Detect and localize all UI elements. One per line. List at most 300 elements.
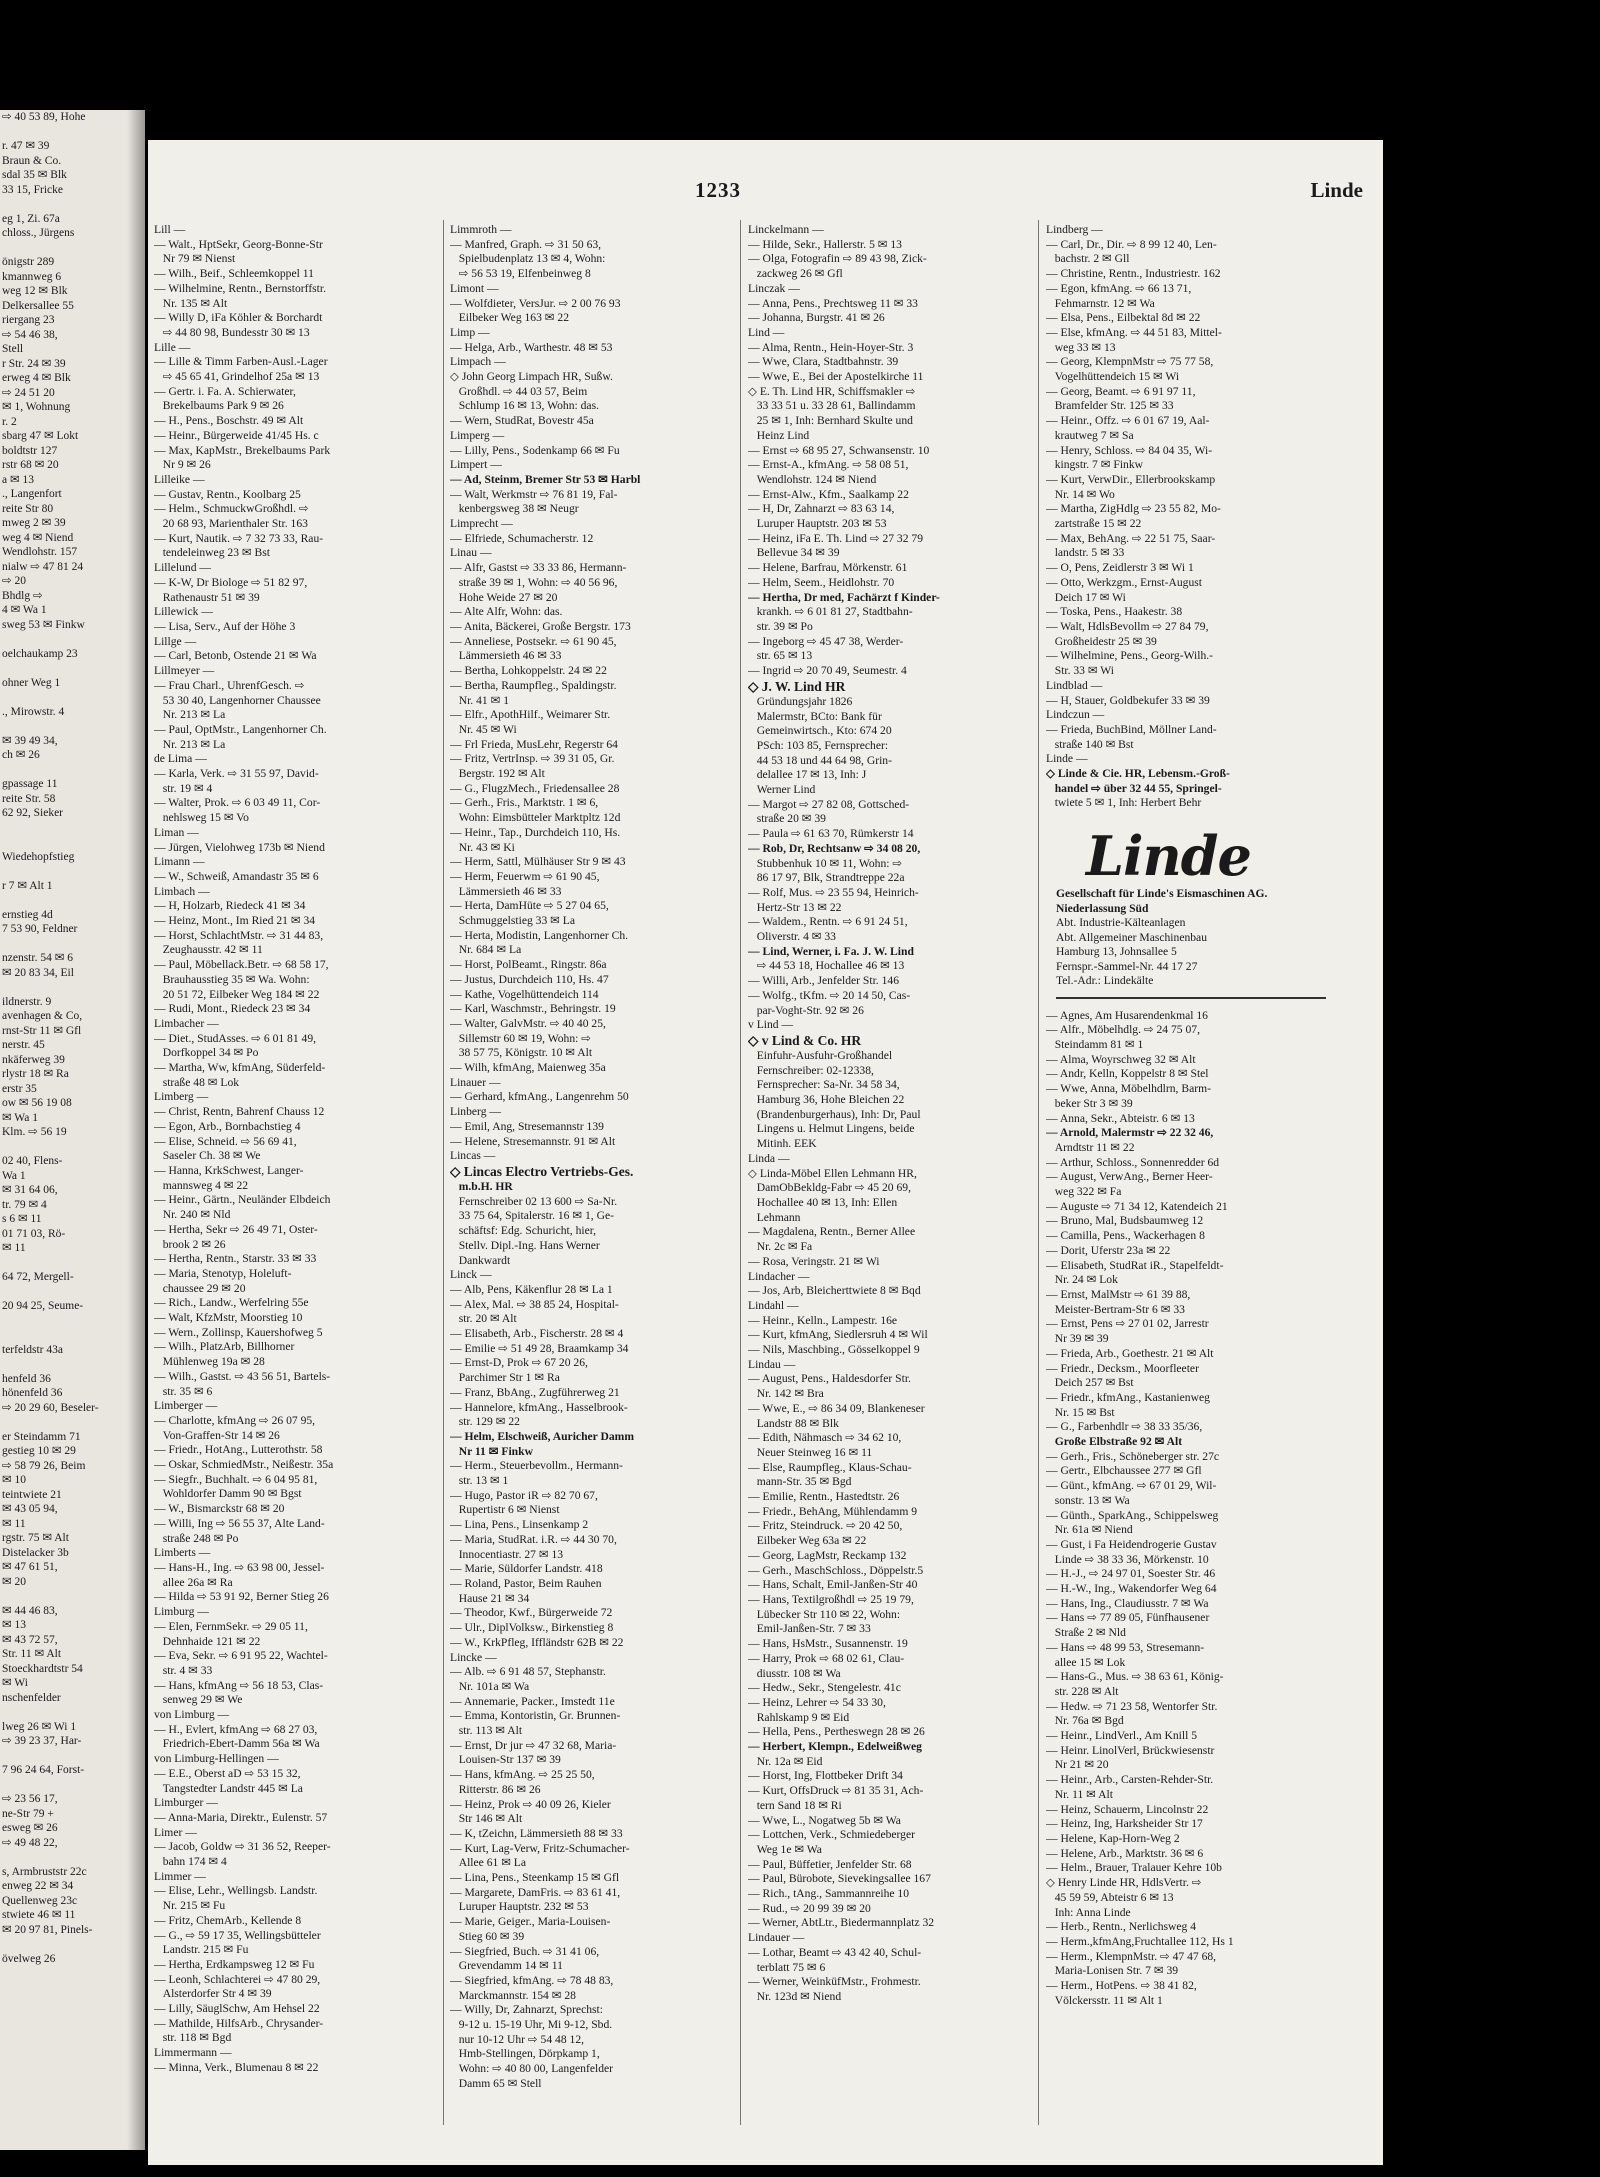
directory-entry-line: delallee 17 ✉ 13, Inh: J bbox=[748, 768, 867, 782]
directory-entry-line: ◇ Henry Linde HR, HdlsVertr. ⇨ bbox=[1046, 1876, 1202, 1890]
directory-entry-line: mann-Str. 35 ✉ Bgd bbox=[748, 1475, 852, 1489]
left-page-line: hönenfeld 36 bbox=[2, 1387, 63, 1399]
directory-entry-line: — Arnold, Malermstr ⇨ 22 32 46, bbox=[1046, 1126, 1214, 1140]
directory-entry-line: Tangstedter Landstr 445 ✉ La bbox=[154, 1781, 303, 1795]
directory-entry-line: — Alb. ⇨ 6 91 48 57, Stephanstr. bbox=[450, 1665, 606, 1679]
left-page-fragment bbox=[0, 110, 145, 2150]
directory-entry-line: Nr. 11 ✉ Alt bbox=[1046, 1787, 1113, 1801]
left-page-line: ⇨ 39 23 37, Har- bbox=[2, 1735, 82, 1747]
directory-entry-line: — Hertha, Erdkampsweg 12 ✉ Fu bbox=[154, 1957, 315, 1971]
directory-entry-line: — Fritz, VertrInsp. ⇨ 39 31 05, Gr. bbox=[450, 752, 615, 766]
directory-entry-line: Allee 61 ✉ La bbox=[450, 1856, 527, 1870]
left-page-line: ✉ 20 97 81, Pinels- bbox=[2, 1923, 93, 1936]
directory-entry-line: Spielbudenplatz 13 ✉ 4, Wohn: bbox=[450, 252, 606, 266]
directory-entry-line: — Heinz, Lehrer ⇨ 54 33 30, bbox=[748, 1695, 886, 1709]
directory-entry-line: — Gerh., Fris., Marktstr. 1 ✉ 6, bbox=[450, 796, 599, 810]
directory-entry-line: — Ingrid ⇨ 20 70 49, Seumestr. 4 bbox=[748, 664, 907, 678]
directory-entry-line: — Heinr., Offz. ⇨ 6 01 67 19, Aal- bbox=[1046, 414, 1210, 428]
left-page-lines bbox=[0, 110, 145, 1966]
directory-entry-line: Limbach — bbox=[154, 884, 210, 898]
directory-entry-line: — Hans, kfmAng ⇨ 56 18 53, Clas- bbox=[154, 1678, 324, 1692]
directory-entry-line: — Lina, Pens., Linsenkamp 2 bbox=[450, 1518, 589, 1532]
directory-entry-line: ◇ J. W. Lind HR bbox=[748, 678, 846, 694]
directory-entry-line: — Heinz, iFa E. Th. Lind ⇨ 27 32 79 bbox=[748, 531, 924, 545]
directory-entry-line: — W., Schweiß, Amandastr 35 ✉ 6 bbox=[154, 869, 319, 883]
left-page-line: Wiedehopfstieg bbox=[2, 850, 75, 863]
directory-entry-line: — Kurt, VerwDir., Ellerbrookskamp bbox=[1046, 472, 1216, 486]
directory-entry-line: krautweg 7 ✉ Sa bbox=[1046, 428, 1134, 442]
directory-column-1 bbox=[154, 223, 440, 2076]
directory-entry-line: Lincas — bbox=[450, 1149, 496, 1163]
directory-entry-line: Wendlohstr. 124 ✉ Niend bbox=[748, 472, 877, 486]
directory-entry-line: Lillmeyer — bbox=[154, 664, 215, 678]
directory-entry-line: Hause 21 ✉ 34 bbox=[450, 1591, 530, 1605]
left-page-line: ✉ 1, Wohnung bbox=[2, 401, 71, 413]
directory-entry-line: ⇨ 44 53 18, Hochallee 46 ✉ 13 bbox=[748, 959, 905, 973]
left-page-line: stwiete 46 ✉ 11 bbox=[2, 1909, 76, 1921]
directory-entry-line: — Martha, Ww, kfmAng, Süderfeld- bbox=[154, 1061, 326, 1075]
directory-entry-line: — Elfriede, Schumacherstr. 12 bbox=[450, 531, 594, 545]
directory-entry-line: Linauer — bbox=[450, 1075, 501, 1089]
directory-entry-line: — Hertha, Sekr ⇨ 26 49 71, Oster- bbox=[154, 1222, 318, 1236]
left-page-line: erstr 35 bbox=[2, 1082, 37, 1095]
directory-entry-line: — Heinr., Tap., Durchdeich 110, Hs. bbox=[450, 825, 621, 839]
directory-entry-line: — Agnes, Am Husarendenkmal 16 bbox=[1046, 1008, 1208, 1022]
directory-entry-line: Vogelhüttendeich 15 ✉ Wi bbox=[1046, 370, 1180, 384]
left-page-line: nschenfelder bbox=[2, 1691, 61, 1704]
directory-entry-line: — Alma, Rentn., Hein-Hoyer-Str. 3 bbox=[748, 340, 914, 354]
directory-entry-line: — Rolf, Mus. ⇨ 23 55 94, Heinrich- bbox=[748, 885, 919, 899]
directory-entry-line: — Wwe, Clara, Stadtbahnstr. 39 bbox=[748, 355, 899, 369]
left-page-line: terfeldstr 43a bbox=[2, 1343, 63, 1356]
directory-entry-line: — Heinz, Mont., Im Ried 21 ✉ 34 bbox=[154, 914, 316, 928]
directory-entry-line: — Paula ⇨ 61 63 70, Rümkerstr 14 bbox=[748, 827, 914, 841]
left-page-line: nialw ⇨ 47 81 24 bbox=[2, 560, 84, 573]
directory-entry-line: Dehnhaide 121 ✉ 22 bbox=[154, 1634, 261, 1648]
directory-entry-line: — Anna, Sekr., Abteistr. 6 ✉ 13 bbox=[1046, 1111, 1195, 1125]
left-page-line bbox=[2, 893, 145, 908]
directory-entry-line: Marckmannstr. 154 ✉ 28 bbox=[450, 1988, 576, 2002]
directory-entry-line: — Hannelore, kfmAng., Hasselbrook- bbox=[450, 1400, 628, 1414]
directory-entry-line: — Willi, Arb., Jenfelder Str. 146 bbox=[748, 974, 899, 988]
directory-entry-line: — K, tZeichn, Lämmersieth 88 ✉ 33 bbox=[450, 1826, 623, 1840]
left-page-line bbox=[2, 1328, 145, 1343]
directory-entry-line: Luruper Hauptstr. 232 ✉ 53 bbox=[450, 1900, 589, 1914]
directory-entry-line: — Karla, Verk. ⇨ 31 55 97, David- bbox=[154, 767, 319, 781]
directory-entry-line: str. 13 ✉ 1 bbox=[450, 1474, 509, 1488]
directory-entry-line: — Heinz, Schauerm, Lincolnstr 22 bbox=[1046, 1802, 1209, 1816]
directory-entry-line: Limberger — bbox=[154, 1399, 218, 1413]
directory-entry-line: — Helene, Kap-Horn-Weg 2 bbox=[1046, 1832, 1180, 1845]
left-page-line bbox=[2, 241, 145, 256]
directory-entry-line: — Max, BehAng. ⇨ 22 51 75, Saar- bbox=[1046, 531, 1216, 545]
left-page-line: ⇨ 24 51 20 bbox=[2, 386, 55, 399]
directory-entry-line: Deich 257 ✉ Bst bbox=[1046, 1376, 1134, 1390]
directory-entry-line: — Paul, Bürobote, Sievekingsallee 167 bbox=[748, 1872, 931, 1886]
directory-entry-line: Hmb-Stellingen, Dörpkamp 1, bbox=[450, 2047, 600, 2061]
directory-entry-line: — Emil, Ang, Stresemannstr 139 bbox=[450, 1119, 604, 1133]
directory-entry-line: str. 19 ✉ 4 bbox=[154, 781, 213, 795]
directory-entry-line: 20 51 72, Eilbeker Weg 184 ✉ 22 bbox=[154, 987, 320, 1001]
directory-entry-line: — Camilla, Pens., Wackerhagen 8 bbox=[1046, 1229, 1205, 1243]
directory-entry-line: — Lille & Timm Farben-Ausl.-Lager bbox=[154, 355, 328, 369]
directory-entry-line: — Walter, Prok. ⇨ 6 03 49 11, Cor- bbox=[154, 796, 321, 810]
directory-entry-line: — Wwe, Anna, Möbelhdlrn, Barm- bbox=[1046, 1082, 1211, 1096]
directory-entry-line: — Kathe, Vogelhüttendeich 114 bbox=[450, 987, 599, 1001]
left-page-line: sbarg 47 ✉ Lokt bbox=[2, 430, 79, 442]
directory-entry-line: — Lothar, Beamt ⇨ 43 42 40, Schul- bbox=[748, 1945, 922, 1959]
directory-entry-line: — Wilhelmine, Pens., Georg-Wilh.- bbox=[1046, 649, 1214, 663]
directory-entry-line: Brauhausstieg 35 ✉ Wa. Wohn: bbox=[154, 972, 310, 986]
ad-line: Fernspr.-Sammel-Nr. 44 17 27 bbox=[1056, 959, 1198, 973]
directory-entry-line: — Nils, Maschbing., Gösselkoppel 9 bbox=[748, 1343, 920, 1357]
directory-entry-line: — Helga, Arb., Warthestr. 48 ✉ 53 bbox=[450, 340, 613, 354]
directory-entry-line: — Heinr., Bürgerweide 41/45 Hs. c bbox=[154, 428, 319, 442]
directory-entry-line: Lindberg — bbox=[1046, 223, 1103, 236]
directory-entry-line: — Willy, Dr, Zahnarzt, Sprechst: bbox=[450, 2003, 603, 2017]
left-page-line: reite Str. 58 bbox=[2, 792, 56, 805]
directory-entry-line: Linde ⇨ 38 33 36, Mörkenstr. 10 bbox=[1046, 1552, 1209, 1566]
directory-entry-line: m.b.H. HR bbox=[450, 1180, 513, 1193]
directory-entry-line: — Elfr., ApothHilf., Weimarer Str. bbox=[450, 708, 611, 722]
left-page-line: 20 94 25, Seume- bbox=[2, 1300, 84, 1312]
directory-entry-line: — Maria, StudRat. i.R. ⇨ 44 30 70, bbox=[450, 1532, 617, 1546]
directory-entry-line: Völckersstr. 11 ✉ Alt 1 bbox=[1046, 1993, 1163, 2007]
directory-entry-line: — Roland, Pastor, Beim Rauhen bbox=[450, 1576, 602, 1590]
directory-entry-line: straße 140 ✉ Bst bbox=[1046, 737, 1134, 751]
directory-entry-line: Nr. 45 ✉ Wi bbox=[450, 722, 517, 736]
directory-entry-line: — Diet., StudAsses. ⇨ 6 01 81 49, bbox=[154, 1031, 317, 1045]
directory-entry-line: — Elise, Schneid. ⇨ 56 69 41, bbox=[154, 1134, 297, 1148]
directory-entry-line: — Frieda, BuchBind, Möllner Land- bbox=[1046, 722, 1217, 736]
directory-entry-line: — Frieda, Arb., Goethestr. 21 ✉ Alt bbox=[1046, 1346, 1214, 1360]
directory-entry-line: Hertz-Str 13 ✉ 22 bbox=[748, 900, 842, 914]
directory-entry-line: nehlsweg 15 ✉ Vo bbox=[154, 811, 249, 825]
directory-entry-line: — Rudi, Mont., Riedeck 23 ✉ 34 bbox=[154, 1002, 311, 1016]
ad-line: Niederlassung Süd bbox=[1056, 901, 1149, 915]
directory-entry-line: Damm 65 ✉ Stell bbox=[450, 2076, 542, 2090]
directory-entry-line: — Heinr. LinolVerl, Brückwiesenstr bbox=[1046, 1743, 1215, 1757]
directory-entry-line: — Elisabeth, Arb., Fischerstr. 28 ✉ 4 bbox=[450, 1327, 624, 1341]
directory-entry-line: Nr. 2c ✉ Fa bbox=[748, 1240, 813, 1254]
directory-entry-line: — Anna-Maria, Direktr., Eulenstr. 57 bbox=[154, 1810, 328, 1824]
column-separator bbox=[443, 220, 444, 2125]
directory-entry-line: Nr. 135 ✉ Alt bbox=[154, 296, 228, 310]
directory-entry-line: Nr 11 ✉ Finkw bbox=[450, 1444, 533, 1458]
left-page-line: ⇨ 20 bbox=[2, 575, 27, 587]
directory-entry-line: Linckelmann — bbox=[748, 223, 824, 236]
directory-entry-line: Eilbeker Weg 163 ✉ 22 bbox=[450, 311, 570, 325]
directory-entry-line: Linczak — bbox=[748, 281, 800, 295]
left-page-line: Quellenweg 23c bbox=[2, 1894, 78, 1907]
left-page-line: ✉ 44 46 83, bbox=[2, 1604, 58, 1617]
directory-entry-line: Saseler Ch. 38 ✉ We bbox=[154, 1149, 261, 1163]
left-page-line: 4 ✉ Wa 1 bbox=[2, 604, 47, 616]
directory-entry-line: — Emilie ⇨ 51 49 28, Braamkamp 34 bbox=[450, 1341, 629, 1355]
directory-entry-line: Nr 39 ✉ 39 bbox=[1046, 1332, 1109, 1346]
directory-entry-line: — Herm., HotPens. ⇨ 38 41 82, bbox=[1046, 1979, 1197, 1993]
directory-entry-line: — Kurt, Nautik. ⇨ 7 32 73 33, Rau- bbox=[154, 531, 324, 545]
directory-entry-line: — Georg, KlempnMstr ⇨ 75 77 58, bbox=[1046, 355, 1214, 369]
left-page-line: boldtstr 127 bbox=[2, 444, 58, 457]
left-page-line bbox=[2, 1357, 145, 1372]
left-page-line: Stell bbox=[2, 343, 24, 355]
directory-entry-line: — H, Dr, Zahnarzt ⇨ 83 63 14, bbox=[748, 502, 895, 516]
directory-entry-line: Lind — bbox=[748, 325, 785, 339]
left-page-line: r. 47 ✉ 39 bbox=[2, 140, 50, 152]
directory-entry-line: — August, Pens., Haldesdorfer Str. bbox=[748, 1372, 911, 1386]
left-page-line bbox=[2, 1749, 145, 1764]
ad-line: Gesellschaft für Linde's Eismaschinen AG. bbox=[1056, 887, 1268, 901]
directory-entry-line: Neuer Steinweg 16 ✉ 11 bbox=[748, 1445, 873, 1459]
directory-entry-line: Große Elbstraße 92 ✉ Alt bbox=[1046, 1435, 1183, 1449]
directory-entry-line: Nr. 15 ✉ Bst bbox=[1046, 1405, 1115, 1419]
left-page-line: mweg 2 ✉ 39 bbox=[2, 517, 66, 529]
directory-entry-line: — Ulr., DiplVolksw., Birkenstieg 8 bbox=[450, 1621, 614, 1635]
left-page-line: ✉ Wi bbox=[2, 1677, 28, 1689]
directory-entry-line: — Gertr., Elbchaussee 277 ✉ Gfl bbox=[1046, 1464, 1202, 1478]
directory-entry-line: — Wwe, E., ⇨ 86 34 09, Blankeneser bbox=[748, 1401, 925, 1415]
directory-entry-line: — Minna, Verk., Blumenau 8 ✉ 22 bbox=[154, 2060, 319, 2074]
directory-entry-line: str. 65 ✉ 13 bbox=[748, 649, 813, 663]
directory-entry-line: Landstr 88 ✉ Blk bbox=[748, 1416, 839, 1430]
left-page-line: 01 71 03, Rö- bbox=[2, 1227, 66, 1240]
directory-entry-line: kingstr. 7 ✉ Finkw bbox=[1046, 458, 1144, 472]
directory-entry-line: str. 20 ✉ Alt bbox=[450, 1312, 517, 1326]
directory-entry-line: — Hugo, Pastor iR ⇨ 82 70 67, bbox=[450, 1488, 598, 1502]
directory-entry-line: — Toska, Pens., Haakestr. 38 bbox=[1046, 605, 1183, 619]
directory-entry-line: — Wilh, kfmAng, Maienweg 35a bbox=[450, 1061, 606, 1075]
column-separator bbox=[1038, 220, 1039, 2125]
directory-entry-line: — Hanna, KrkSchwest, Langer- bbox=[154, 1164, 304, 1177]
directory-entry-line: — Jos, Arb, Bleicherttwiete 8 ✉ Bqd bbox=[748, 1284, 921, 1298]
directory-entry-line: — Lilly, SäuglSchw, Am Hehsel 22 bbox=[154, 2002, 320, 2016]
directory-entry-line: — Henry, Schloss. ⇨ 84 04 35, Wi- bbox=[1046, 443, 1213, 457]
directory-entry-line: — Herm., Steuerbevollm., Hermann- bbox=[450, 1459, 623, 1473]
directory-entry-line: — Helene, Arb., Marktstr. 36 ✉ 6 bbox=[1046, 1846, 1204, 1860]
directory-entry-line: — Rich., Landw., Werfelring 55e bbox=[154, 1296, 309, 1310]
directory-entry-line: — Else, kfmAng. ⇨ 44 51 83, Mittel- bbox=[1046, 325, 1222, 339]
directory-entry-line: Gemeinwirtsch., Kto: 674 20 bbox=[748, 724, 892, 738]
left-page-line bbox=[2, 1140, 145, 1155]
directory-entry-line: — Ad, Steinm, Bremer Str 53 ✉ Harbl bbox=[450, 472, 641, 486]
left-page-line: ✉ 47 61 51, bbox=[2, 1561, 58, 1573]
left-page-line: Wendlohstr. 157 bbox=[2, 546, 78, 558]
directory-entry-line: — Franz, BbAng., Zugführerweg 21 bbox=[450, 1385, 620, 1399]
directory-entry-line: — Herbert, Klempn., Edelweißweg bbox=[748, 1740, 922, 1754]
directory-entry-line: allee 26a ✉ Ra bbox=[154, 1575, 233, 1589]
directory-entry-line: str. 129 ✉ 22 bbox=[450, 1415, 520, 1429]
directory-entry-line: Nr. 213 ✉ La bbox=[154, 737, 226, 751]
directory-entry-line: — Walt, KfzMstr, Moorstieg 10 bbox=[154, 1311, 303, 1325]
directory-entry-line: Schlump 16 ✉ 13, Wohn: das. bbox=[450, 399, 599, 413]
directory-entry-line: — Friedr., kfmAng., Kastanienweg bbox=[1046, 1390, 1210, 1404]
directory-entry-line: par-Voght-Str. 92 ✉ 26 bbox=[748, 1003, 864, 1017]
directory-entry-line: — Jürgen, Vielohweg 173b ✉ Niend bbox=[154, 840, 325, 854]
directory-entry-line: Einfuhr-Ausfuhr-Großhandel bbox=[748, 1048, 893, 1062]
directory-entry-line: Nr. 215 ✉ Fu bbox=[154, 1899, 226, 1913]
directory-entry-line: Fernschreiber 02 13 600 ⇨ Sa-Nr. bbox=[450, 1194, 618, 1208]
directory-entry-line: Gründungsjahr 1826 bbox=[748, 694, 853, 708]
directory-entry-line: — G., ⇨ 59 17 35, Wellingsbütteler bbox=[154, 1928, 321, 1942]
directory-entry-line: Nr 9 ✉ 26 bbox=[154, 458, 211, 472]
directory-entry-line: — Hilde, Sekr., Hallerstr. 5 ✉ 13 bbox=[748, 237, 902, 251]
directory-entry-line: — Lisa, Serv., Auf der Höhe 3 bbox=[154, 619, 296, 633]
left-page-line bbox=[2, 632, 145, 647]
directory-entry-line: 25 ✉ 1, Inh: Bernhard Skulte und bbox=[748, 414, 913, 428]
ad-line: Abt. Industrie-Kälteanlagen bbox=[1056, 916, 1186, 930]
directory-entry-line: — Karl, Waschmstr., Behringstr. 19 bbox=[450, 1002, 616, 1016]
directory-entry-line: — Lina, Pens., Steenkamp 15 ✉ Gfl bbox=[450, 1871, 620, 1885]
directory-entry-line: — Rob, Dr, Rechtsanw ⇨ 34 08 20, bbox=[748, 841, 921, 855]
directory-entry-line: Nr. 61a ✉ Niend bbox=[1046, 1523, 1133, 1537]
directory-entry-line: Lingens u. Helmut Lingens, beide bbox=[748, 1122, 915, 1136]
directory-entry-line: — Herm., KlempnMstr. ⇨ 47 47 68, bbox=[1046, 1949, 1217, 1963]
directory-entry-line: Lillge — bbox=[154, 634, 197, 648]
directory-entry-line: — Lilly, Pens., Sodenkamp 66 ✉ Fu bbox=[450, 443, 620, 457]
directory-entry-line: Nr. 12a ✉ Eid bbox=[748, 1754, 823, 1768]
directory-entry-line: senweg 29 ✉ We bbox=[154, 1693, 243, 1707]
directory-entry-line: — Friedr., Decksm., Moorfleeter bbox=[1046, 1361, 1199, 1375]
directory-entry-line: nur 10-12 Uhr ⇨ 54 48 12, bbox=[450, 2032, 585, 2046]
directory-entry-line: 33 33 51 u. 33 28 61, Ballindamm bbox=[748, 399, 916, 413]
directory-entry-line: — Alb, Pens, Käkenflur 28 ✉ La 1 bbox=[450, 1282, 613, 1296]
directory-entry-line: — K-W, Dr Biologe ⇨ 51 82 97, bbox=[154, 575, 308, 589]
directory-entry-line: Lämmersieth 46 ✉ 33 bbox=[450, 884, 562, 898]
directory-entry-line: Fehmarnstr. 12 ✉ Wa bbox=[1046, 296, 1155, 310]
left-page-line: eg 1, Zi. 67a bbox=[2, 212, 60, 225]
left-page-line: erweg 4 ✉ Blk bbox=[2, 372, 71, 384]
directory-entry-line: — Maria, Stenotyp, Holeluft- bbox=[154, 1266, 292, 1280]
directory-page bbox=[148, 140, 1383, 2165]
directory-entry-line: straße 20 ✉ 39 bbox=[748, 812, 826, 826]
directory-entry-line: terblatt 75 ✉ 6 bbox=[748, 1960, 826, 1974]
directory-entry-line: — Werner, AbtLtr., Biedermannplatz 32 bbox=[748, 1916, 935, 1930]
left-page-line: ✉ 11 bbox=[2, 1517, 26, 1530]
directory-entry-line: — Werner, WeinküfMstr., Frohmestr. bbox=[748, 1975, 921, 1989]
directory-entry-line: — Wilhelmine, Rentn., Bernstorffstr. bbox=[154, 281, 327, 295]
directory-entry-line: str. 118 ✉ Bgd bbox=[154, 2031, 232, 2045]
left-page-line: weg 12 ✉ Blk bbox=[2, 285, 68, 297]
directory-entry-line: Limbacher — bbox=[154, 1016, 219, 1030]
directory-entry-line: — Egon, Arb., Bornbachstieg 4 bbox=[154, 1119, 301, 1133]
directory-entry-line: — Frau Charl., UhrenfGesch. ⇨ bbox=[154, 678, 305, 692]
directory-entry-line: mannsweg 4 ✉ 22 bbox=[154, 1178, 249, 1192]
directory-entry-line: — Hedw. ⇨ 71 23 58, Wentorfer Str. bbox=[1046, 1699, 1218, 1713]
directory-entry-line: — Herm.,kfmAng,Fruchtallee 112, Hs 1 bbox=[1046, 1934, 1234, 1948]
directory-entry-line: — Hella, Pens., Pertheswegn 28 ✉ 26 bbox=[748, 1725, 925, 1739]
directory-entry-line: — Jacob, Goldw ⇨ 31 36 52, Reeper- bbox=[154, 1840, 331, 1854]
left-page-line: 7 53 90, Feldner bbox=[2, 923, 78, 935]
directory-entry-line: — Theodor, Kwf., Bürgerweide 72 bbox=[450, 1606, 613, 1620]
left-page-line bbox=[2, 1314, 145, 1329]
directory-entry-line: — E.E., Oberst aD ⇨ 53 15 32, bbox=[154, 1766, 301, 1780]
left-page-line: ⇨ 58 79 26, Beim bbox=[2, 1459, 86, 1472]
directory-entry-line: Limberg — bbox=[154, 1090, 209, 1104]
linde-logo: Linde bbox=[1086, 824, 1251, 889]
directory-entry-line: — Oskar, SchmiedMstr., Neißestr. 35a bbox=[154, 1458, 334, 1472]
directory-entry-line: Nr. 14 ✉ Wo bbox=[1046, 487, 1115, 501]
directory-entry-line: — Alma, Woyrschweg 32 ✉ Alt bbox=[1046, 1052, 1196, 1066]
left-page-line: er Steindamm 71 bbox=[2, 1430, 81, 1443]
directory-entry-line: Nr. 24 ✉ Lok bbox=[1046, 1273, 1118, 1287]
directory-entry-line: Grevendamm 14 ✉ 11 bbox=[450, 1959, 563, 1973]
directory-entry-line: — Hans, HsMstr., Susannenstr. 19 bbox=[748, 1637, 908, 1651]
directory-entry-line: 44 53 18 und 44 64 98, Grin- bbox=[748, 753, 892, 767]
directory-entry-line: — Helm, Seem., Heidlohstr. 70 bbox=[748, 575, 895, 589]
directory-entry-line: — Heinr., LindVerl., Am Knill 5 bbox=[1046, 1729, 1198, 1743]
directory-entry-line: — Hans-H., Ing. ⇨ 63 98 00, Jessel- bbox=[154, 1560, 325, 1574]
directory-entry-line: — Wern., Zollinsp, Kauershofweg 5 bbox=[154, 1325, 323, 1339]
directory-entry-line: Rahlskamp 9 ✉ Eid bbox=[748, 1710, 850, 1724]
left-page-line bbox=[2, 197, 145, 212]
directory-entry-line: — Horst, PolBeamt., Ringstr. 86a bbox=[450, 958, 607, 972]
directory-entry-line: Bellevue 34 ✉ 39 bbox=[748, 546, 840, 560]
left-page-line bbox=[2, 719, 145, 734]
left-page-line bbox=[2, 1705, 145, 1720]
directory-entry-line: — Mathilde, HilfsArb., Chrysander- bbox=[154, 2016, 324, 2030]
directory-entry-line: — Horst, SchlachtMstr. ⇨ 31 44 83, bbox=[154, 928, 324, 942]
directory-entry-line: — Gerhard, kfmAng., Langenrehm 50 bbox=[450, 1090, 629, 1104]
left-page-line bbox=[2, 125, 145, 140]
left-page-line: ⇨ 54 46 38, bbox=[2, 328, 58, 341]
directory-entry-line: Fernsprecher: Sa-Nr. 34 58 34, bbox=[748, 1078, 900, 1092]
book-gutter-shadow bbox=[127, 110, 145, 2150]
directory-entry-line: Zeughausstr. 42 ✉ 11 bbox=[154, 943, 263, 957]
directory-entry-line: — Bertha, Lohkoppelstr. 24 ✉ 22 bbox=[450, 664, 607, 678]
directory-entry-line: krankh. ⇨ 6 01 81 27, Stadtbahn- bbox=[748, 605, 913, 619]
directory-entry-line: Sillemstr 60 ✉ 19, Wohn: ⇨ bbox=[450, 1031, 591, 1045]
directory-entry-line: sonstr. 13 ✉ Wa bbox=[1046, 1493, 1130, 1507]
directory-entry-line: Nr. 213 ✉ La bbox=[154, 708, 226, 722]
directory-entry-line: Lehmann bbox=[748, 1210, 801, 1224]
directory-entry-line: — Elen, FernmSekr. ⇨ 29 05 11, bbox=[154, 1619, 308, 1633]
directory-entry-line: — Carl, Betonb, Ostende 21 ✉ Wa bbox=[154, 649, 317, 663]
directory-entry-line: Wohldorfer Damm 90 ✉ Bgst bbox=[154, 1487, 302, 1501]
directory-entry-line: — Hans, kfmAng. ⇨ 25 25 50, bbox=[450, 1768, 595, 1782]
directory-entry-line: str. 35 ✉ 6 bbox=[154, 1384, 213, 1398]
directory-entry-line: ⇨ 44 80 98, Bundesstr 30 ✉ 13 bbox=[154, 325, 310, 339]
left-page-line: Klm. ⇨ 56 19 bbox=[2, 1126, 67, 1138]
directory-entry-line: Nr 21 ✉ 20 bbox=[1046, 1758, 1109, 1772]
directory-entry-line: Großheidestr 25 ✉ 39 bbox=[1046, 634, 1157, 648]
directory-entry-line: Hamburg 36, Hohe Bleichen 22 bbox=[748, 1093, 905, 1107]
left-page-line: ildnerstr. 9 bbox=[2, 995, 52, 1008]
directory-entry-line: — Paul, OptMstr., Langenhorner Ch. bbox=[154, 722, 327, 736]
left-page-line: r. 2 bbox=[2, 415, 17, 428]
directory-entry-line: Brekelbaums Park 9 ✉ 26 bbox=[154, 399, 284, 413]
directory-entry-line: Dankwardt bbox=[450, 1253, 511, 1267]
directory-entry-line: 9-12 u. 15-19 Uhr, Mi 9-12, Sbd. bbox=[450, 2018, 613, 2032]
left-page-line: Str. 11 ✉ Alt bbox=[2, 1648, 62, 1660]
directory-entry-line: Schmuggelstieg 33 ✉ La bbox=[450, 914, 575, 928]
directory-entry-line: Straße 2 ✉ Nld bbox=[1046, 1626, 1126, 1640]
left-page-line: Braun & Co. bbox=[2, 154, 62, 167]
directory-entry-line: Lindau — bbox=[748, 1357, 796, 1371]
directory-entry-line: Limpert — bbox=[450, 458, 502, 472]
directory-entry-line: — Paul, Möbellack.Betr. ⇨ 68 58 17, bbox=[154, 958, 329, 972]
directory-entry-line: — Walt, Werkmstr ⇨ 76 81 19, Fal- bbox=[450, 487, 618, 501]
left-page-line bbox=[2, 1850, 145, 1865]
directory-entry-line: — Carl, Dr., Dir. ⇨ 8 99 12 40, Len- bbox=[1046, 237, 1217, 251]
directory-entry-line: Lindahl — bbox=[748, 1298, 799, 1312]
directory-entry-line: Stellv. Dipl.-Ing. Hans Werner bbox=[450, 1238, 600, 1252]
directory-entry-line: — Elise, Lehr., Wellingsb. Landstr. bbox=[154, 1884, 318, 1898]
directory-entry-line: tendeleinweg 23 ✉ Bst bbox=[154, 546, 270, 560]
directory-entry-line: Louisen-Str 137 ✉ 39 bbox=[450, 1753, 561, 1767]
directory-entry-line: — Andr, Kelln, Koppelstr 8 ✉ Stel bbox=[1046, 1067, 1209, 1081]
directory-entry-line: — Georg, Beamt. ⇨ 6 91 97 11, bbox=[1046, 384, 1196, 398]
